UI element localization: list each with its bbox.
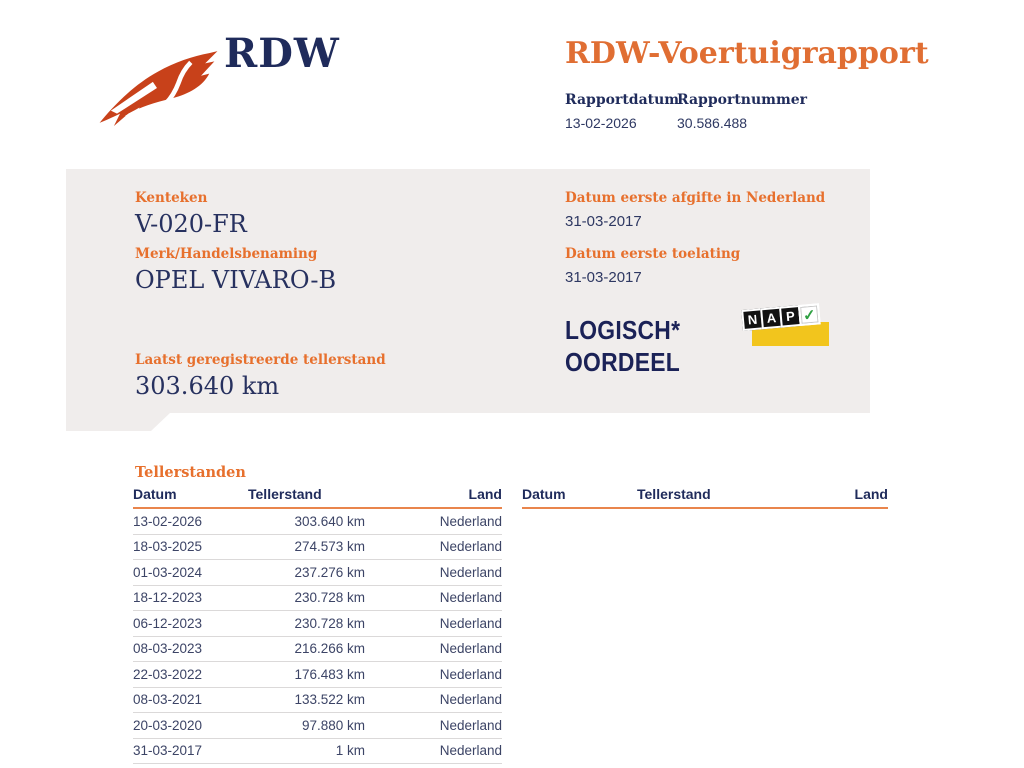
table-row	[133, 611, 502, 637]
cell-land: Nederland	[439, 717, 502, 733]
col-header-datum: Datum	[522, 486, 566, 502]
nap-letter-a: A	[760, 307, 783, 330]
cell-datum: 20-03-2020	[133, 717, 203, 733]
cell-datum: 08-03-2023	[133, 641, 203, 657]
kenteken-field	[135, 190, 247, 238]
cell-land: Nederland	[439, 692, 502, 708]
kenteken-value: V-020-FR	[135, 210, 247, 238]
cell-tellerstand: 97.880 km	[301, 717, 365, 733]
cell-tellerstand: 216.266 km	[294, 641, 365, 657]
table-row	[133, 560, 502, 586]
table-row	[133, 586, 502, 612]
report-meta	[565, 92, 807, 131]
table-row	[133, 637, 502, 663]
col-header-tellerstand: Tellerstand	[248, 486, 322, 502]
table-row	[133, 713, 502, 739]
cell-datum: 01-03-2024	[133, 564, 203, 580]
cell-datum: 22-03-2022	[133, 666, 203, 682]
nap-oordeel-text	[565, 314, 680, 378]
tellerstand-field	[135, 352, 386, 400]
afgifte-label: Datum eerste afgifte in Nederland	[565, 190, 826, 206]
table-header	[522, 486, 888, 509]
table-row	[133, 535, 502, 561]
report-number-block	[677, 92, 807, 131]
cell-datum: 31-03-2017	[133, 743, 203, 759]
cell-tellerstand: 133.522 km	[294, 692, 365, 708]
nap-letter-p: P	[779, 305, 802, 328]
report-date-label: Rapportdatum	[565, 92, 680, 108]
table-header	[133, 486, 502, 509]
cell-datum: 08-03-2021	[133, 692, 203, 708]
cell-tellerstand: 303.640 km	[294, 513, 365, 529]
afgifte-value: 31-03-2017	[565, 213, 642, 230]
tellerstanden-table-right	[522, 486, 888, 509]
report-date-block	[565, 92, 680, 131]
cell-tellerstand: 230.728 km	[294, 615, 365, 631]
rdw-wing-logo	[96, 46, 220, 128]
cell-land: Nederland	[439, 641, 502, 657]
cell-land: Nederland	[439, 539, 502, 555]
tellerstanden-table-left	[133, 486, 502, 764]
col-header-tellerstand: Tellerstand	[637, 486, 711, 502]
rdw-wordmark: RDW	[224, 30, 340, 77]
table-row	[133, 509, 502, 535]
summary-box-tab	[66, 413, 170, 431]
cell-datum: 18-03-2025	[133, 539, 203, 555]
cell-land: Nederland	[439, 666, 502, 682]
cell-datum: 13-02-2026	[133, 513, 203, 529]
nap-logo	[743, 306, 833, 348]
cell-land: Nederland	[439, 564, 502, 580]
toelating-value: 31-03-2017	[565, 269, 642, 286]
cell-land: Nederland	[439, 615, 502, 631]
cell-tellerstand: 1 km	[335, 743, 365, 759]
page-title: RDW-Voertuigrapport	[565, 36, 929, 71]
tellerstand-value: 303.640 km	[135, 372, 280, 400]
table-row	[133, 739, 502, 765]
cell-tellerstand: 230.728 km	[294, 590, 365, 606]
col-header-datum: Datum	[133, 486, 177, 502]
toelating-label: Datum eerste toelating	[565, 246, 741, 262]
table-body	[133, 509, 502, 764]
nap-letter-n: N	[741, 308, 764, 331]
nap-check-icon: ✓	[798, 303, 821, 326]
table-row	[133, 688, 502, 714]
report-number-label: Rapportnummer	[677, 92, 808, 108]
cell-datum: 18-12-2023	[133, 590, 203, 606]
merk-value: OPEL VIVARO-B	[135, 266, 337, 294]
table-row	[133, 662, 502, 688]
cell-land: Nederland	[439, 743, 502, 759]
oordeel-line1: LOGISCH*	[565, 315, 681, 345]
cell-land: Nederland	[439, 590, 502, 606]
col-header-land: Land	[854, 486, 888, 502]
tellerstanden-section-title: Tellerstanden	[135, 464, 246, 481]
tellerstand-label: Laatst geregistreerde tellerstand	[135, 352, 386, 368]
cell-tellerstand: 237.276 km	[294, 564, 365, 580]
oordeel-line2: OORDEEL	[565, 347, 680, 377]
cell-tellerstand: 274.573 km	[294, 539, 365, 555]
report-number-value: 30.586.488	[677, 115, 748, 131]
kenteken-label: Kenteken	[135, 190, 208, 206]
cell-land: Nederland	[439, 513, 502, 529]
toelating-field	[565, 246, 740, 286]
col-header-land: Land	[468, 486, 502, 502]
cell-datum: 06-12-2023	[133, 615, 203, 631]
afgifte-field	[565, 190, 825, 230]
cell-tellerstand: 176.483 km	[294, 666, 365, 682]
report-date-value: 13-02-2026	[565, 115, 637, 131]
merk-field	[135, 246, 336, 294]
merk-label: Merk/Handelsbenaming	[135, 246, 318, 262]
